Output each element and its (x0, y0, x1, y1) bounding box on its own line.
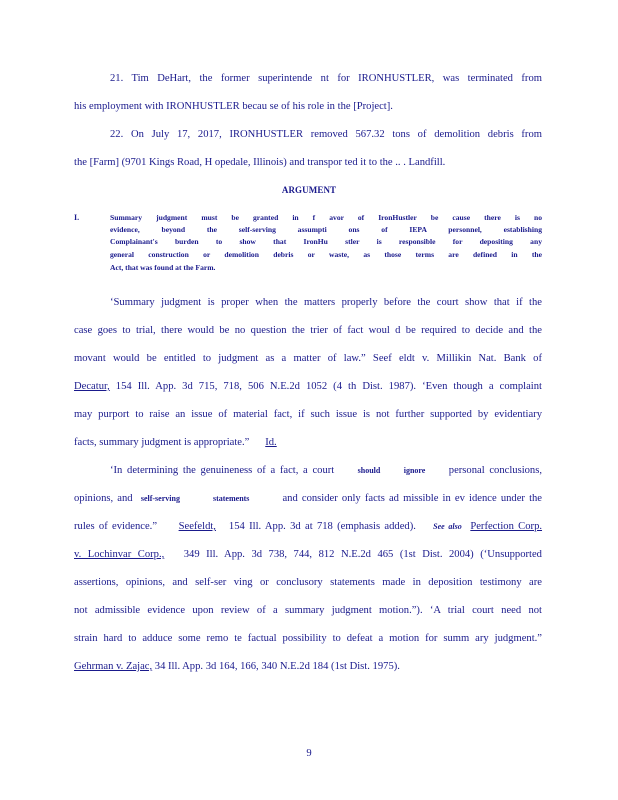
para-22-line-2: the [Farm] (9701 Kings Road, H opedale, Illinois) and transpor ted it to the .. . Landfill. (74, 157, 446, 168)
point-line-2: evidence, beyond the self-serving assumpti ons of IEPA personnel, establishing (110, 225, 542, 234)
citation-gehrman: Gehrman v. Zajac, (74, 661, 153, 672)
para-b-line-4-text: 349 Ill. App. 3d 738, 744, 812 N.E.2d 465 (1st Dist. 2004) (‘Unsupported (183, 549, 542, 560)
para-b-line-3-text-b: 154 Ill. App. 3d at 718 (emphasis added). (228, 521, 416, 532)
citation-perfection-corp: Perfection Corp. (470, 521, 543, 532)
para-a-line-1: ‘Summary judgment is proper when the matters properly before the court show that if the (110, 297, 542, 308)
point-line-4: general construction or demolition debris or waste, as those terms are defined in the (110, 250, 542, 259)
para-b-line-2 (74, 492, 542, 506)
para-b-line-5: assertions, opinions, and self-ser ving or conclusory statements made in deposition testimony are (74, 577, 542, 588)
para-22-line-1: 22. On July 17, 2017, IRONHUSTLER removed 567.32 tons of demolition debris from (110, 129, 542, 140)
para-21-line-1: 21. Tim DeHart, the former superintende nt for IRONHUSTLER, was terminated from (110, 73, 542, 84)
signal-see-also: See also (433, 522, 462, 531)
para-b-line-2-text-a: opinions, and (74, 493, 133, 504)
para-b-line-1-text-a: ‘In determining the genuineness of a fact, a court (110, 465, 335, 476)
para-a-line-6 (74, 436, 542, 450)
small-should: should (357, 466, 381, 475)
para-21-line-2: his employment with IRONHUSTLER becau se of his role in the [Project]. (74, 101, 393, 112)
para-b-line-1-text-b: personal conclusions, (448, 465, 543, 476)
para-a-line-4 (74, 380, 542, 394)
point-number: I. (74, 213, 80, 222)
citation-lochinvar: v. Lochinvar Corp., (74, 549, 165, 560)
citation-id: Id. (265, 437, 277, 448)
para-a-line-3: movant would be entitled to judgment as a matter of law.” Seef eldt v. Millikin Nat. Bank of (74, 353, 542, 364)
point-line-1: Summary judgment must be granted in f avor of IronHustler be cause there is no (110, 213, 542, 222)
para-a-line-2: case goes to trial, there would be no question the trier of fact woul d be required to decide and the (74, 325, 542, 336)
para-b-line-7: strain hard to adduce some remo te factual possibility to defeat a motion for summ ary judgment.” (74, 633, 542, 644)
para-b-line-3-text-a: rules of evidence.” (74, 521, 158, 532)
para-b-line-8 (74, 660, 542, 674)
para-b-line-8-text: 34 Ill. App. 3d 164, 166, 340 N.E.2d 184 (1st Dist. 1975). (152, 661, 400, 672)
para-a-line-5: may purport to raise an issue of material fact, if such issue is not further supported by evidentiary (74, 409, 542, 420)
page-number: 9 (306, 748, 312, 759)
para-b-line-1 (110, 464, 542, 478)
para-b-line-3 (74, 520, 542, 534)
point-line-3: Complainant's burden to show that IronHu stler is responsible for depositing any (110, 237, 542, 246)
para-a-line-4-text: 154 Ill. App. 3d 715, 718, 506 N.E.2d 1052 (4 th Dist. 1987). ‘Even though a complaint (109, 381, 542, 392)
small-self-serving: self-serving (140, 494, 180, 503)
citation-seefeldt: Seefeldt, (178, 521, 216, 532)
point-line-5: Act, that was found at the Farm. (110, 263, 216, 272)
para-b-line-2-text-b: and consider only facts ad missible in ev idence under the (282, 493, 543, 504)
argument-heading: ARGUMENT (281, 185, 337, 195)
small-ignore: ignore (403, 466, 426, 475)
para-a-line-6-text: facts, summary judgment is appropriate.” (74, 437, 250, 448)
para-b-line-6: not admissible evidence upon review of a summary judgment motion.”). ‘A trial court need not (74, 605, 542, 616)
small-statements: statements (212, 494, 250, 503)
citation-decatur: Decatur, (74, 381, 110, 392)
para-b-line-4 (74, 548, 542, 562)
